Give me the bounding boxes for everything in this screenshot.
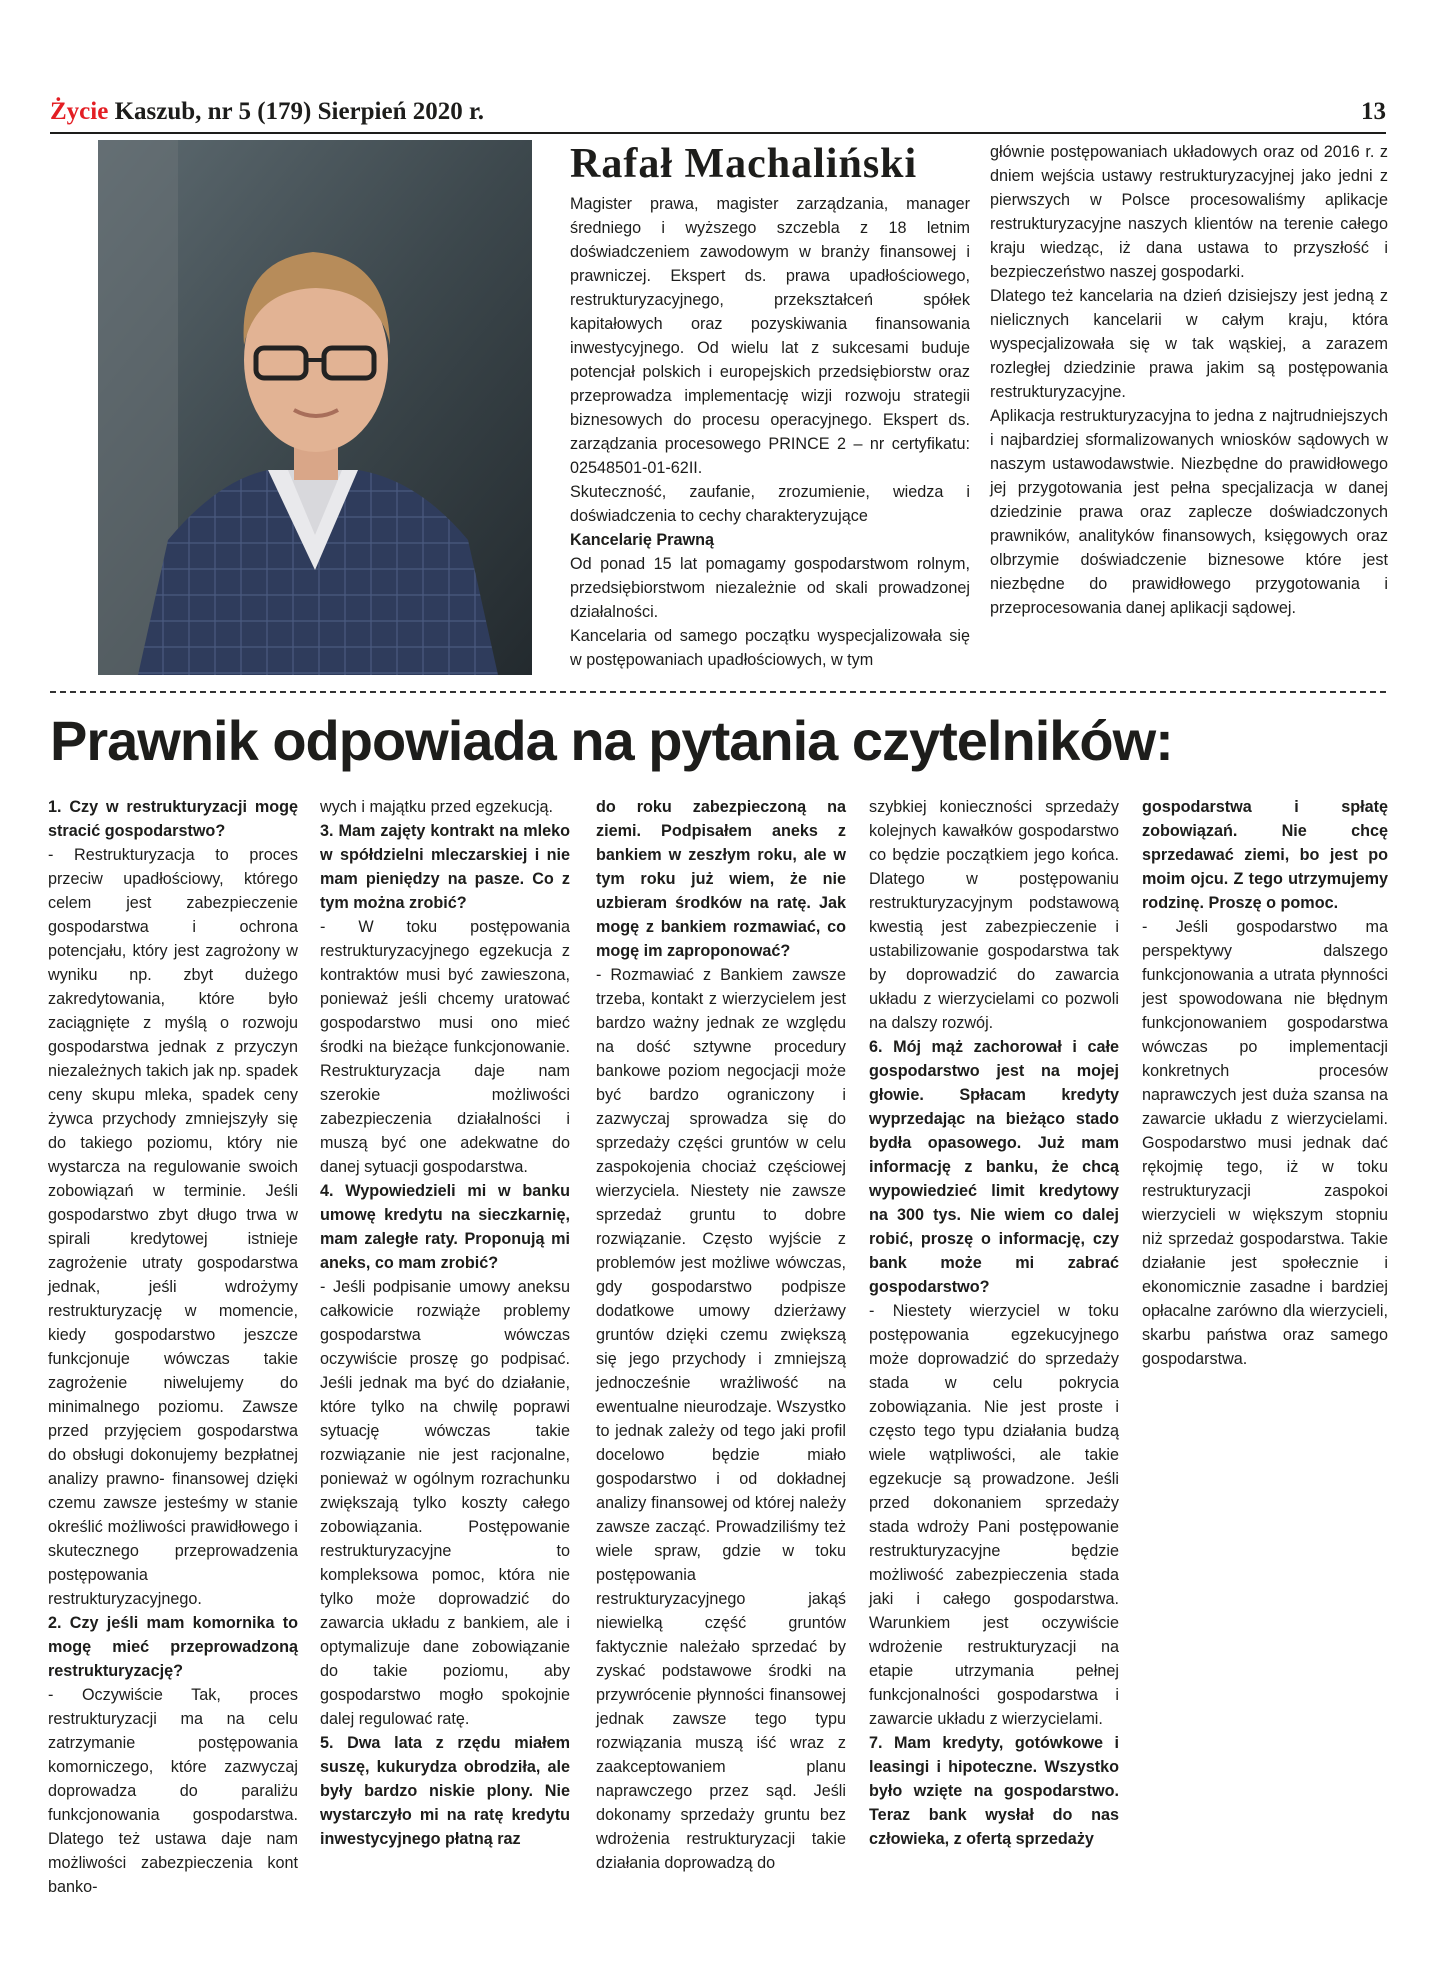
article-column-5 <box>1142 795 1388 1371</box>
brand-name: Życie <box>50 98 109 125</box>
bio-name: Rafał Machaliński <box>570 141 918 187</box>
article-column-3 <box>596 795 846 1875</box>
answer: - Rozmawiać z Bankiem zawsze trzeba, kontakt z wierzycielem jest bardzo ważny jednak ze względu na dość sztywne procedury bankowe poziom negocjacji może być bardzo ograniczony i zazwyczaj sprowadza się do sprzedaży części gruntów w celu zaspokojenia chociaż częściowej wierzyciela. Niestety nie zawsze sprzedaż gruntu to dobre rozwiązanie. Często wyjście z problemów jest możliwe wówczas, gdy gospodarstwo podpisze dodatkowe umowy dzierżawy gruntów dzięki czemu zwiększą się jego przychody i zmniejszą jednocześnie wrażliwość na ewentualne nieurodzaje. Wszystko to jednak zależy od tego jaki profil docelowo będzie miało gospodarstwo i od dokładnej analizy finansowej od której należy zawsze zacząć. Prowadziliśmy też wiele spraw, gdzie w toku postępowania restrukturyzacyjnego jakąś niewielką część gruntów faktycznie należało sprzedać by zyskać podstawowe środki na przywrócenie płynności finansowej jednak zawsze tego typu rozwiązania muszą iść wraz z zaakceptowaniem planu naprawczego przez sąd. Jeśli dokonamy sprzedaży gruntu bez wdrożenia restrukturyzacji takie działania doprowadzą do <box>596 966 846 1872</box>
bio-column-1 <box>570 192 970 672</box>
bio-paragraph: Aplikacja restrukturyzacyjna to jedna z najtrudniejszych i najbardziej sformalizowanych wniosków sądowych w naszym ustawodawstwie. Niezbędne do prawidłowego jej przygotowania jest pełna specjalizacja w danej dziedzinie prawa oraz zaplecze doświadczonych prawników, analityków finansowych, księgowych oraz olbrzymie doświadczenie biznesowe które jest niezbędne do prawidłowego przygotowania i przeprocesowania danej aplikacji sądowej. <box>990 407 1388 617</box>
bio-paragraph: Kancelaria od samego początku wyspecjalizowała się w postępowaniach upadłościowych, w tym <box>570 627 970 669</box>
bio-paragraph: Skuteczność, zaufanie, zrozumienie, wiedza i doświadczenia to cechy charakteryzujące <box>570 483 970 525</box>
headline: Prawnik odpowiada na pytania czytelników: <box>50 709 1173 772</box>
bio-paragraph: Od ponad 15 lat pomagamy gospodarstwom rolnym, przedsiębiorstwom niezależnie od skali prowadzonej działalności. <box>570 555 970 621</box>
answer: szybkiej konieczności sprzedaży kolejnych kawałków gospodarstwo co będzie początkiem jego końca. Dlatego w postępowaniu restrukturyzacyjnym podstawową kwestią jest zabezpieczenie i ustabilizowanie gospodarstwa tak by doprowadzić do zawarcia układu z wierzycielami co pozwoli na dalszy rozwój. <box>869 798 1119 1032</box>
bio-paragraph: Kancelarię Prawną <box>570 531 714 549</box>
question: 6. Mój mąż zachorował i całe gospodarstwo jest na mojej głowie. Spłacam kredyty wyprzedając na bieżąco stado bydła opasowego. Już mam informację z banku, że chcą wypowiedzieć limit kredytowy na 300 tys. Nie wiem co dalej robić, proszę o informację, czy bank może mi zabrać gospodarstwo? <box>869 1038 1119 1296</box>
publication-info: Kaszub, nr 5 (179) Sierpień 2020 r. <box>108 98 485 125</box>
section-divider <box>50 691 1386 693</box>
portrait-photo <box>98 140 532 675</box>
answer: - Oczywiście Tak, proces restrukturyzacji ma na celu zatrzymanie postępowania komorniczego, które zazwyczaj doprowadza do paraliżu funkcjonowania gospodarstwa. Dlatego też ustawa daje nam możliwości zabezpieczenia kont banko- <box>48 1686 298 1896</box>
bio-column-2 <box>990 140 1388 620</box>
question: 3. Mam zajęty kontrakt na mleko w spółdzielni mleczarskiej i nie mam pieniędzy na pasze. Co z tym można zrobić? <box>320 822 570 912</box>
bio-paragraph: Magister prawa, magister zarządzania, manager średniego i wyższego szczebla z 18 letnim doświadczeniem zawodowym w branży finansowej i prawniczej. Ekspert ds. prawa upadłościowego, restrukturyzacyjnego, przekształceń spółek kapitałowych oraz pozyskiwania finansowania inwestycyjnego. Od wielu lat z sukcesami buduje potencjał polskich i europejskich przedsiębiorstw oraz przeprowadza implementację wizji rozwoju strategii biznesowych do procesu operacyjnego. Ekspert ds. zarządzania procesowego PRINCE 2 – nr certyfikatu: 02548501-01-62II. <box>570 195 970 477</box>
article-column-4 <box>869 795 1119 1851</box>
question: 1. Czy w restrukturyzacji mogę stracić gospodarstwo? <box>48 798 298 840</box>
question: 4. Wypowiedzieli mi w banku umowę kredytu na sieczkarnię, mam zaległe raty. Proponują mi aneks, co mam zrobić? <box>320 1182 570 1272</box>
bio-paragraph: Dlatego też kancelaria na dzień dzisiejszy jest jedną z nielicznych kancelarii w całym kraju, która wyspecjalizowała się w tak wąskiej, a zarazem rozległej dziedzinie prawa jakim są postępowania restrukturyzacyjne. <box>990 287 1388 401</box>
answer: wych i majątku przed egzekucją. <box>320 798 554 816</box>
page-number: 13 <box>1361 98 1386 125</box>
question: 2. Czy jeśli mam komornika to mogę mieć przeprowadzoną restrukturyzację? <box>48 1614 298 1680</box>
answer: - Jeśli podpisanie umowy aneksu całkowicie rozwiąże problemy gospodarstwa wówczas oczywiście proszę go podpisać. Jeśli jednak ma być do działanie, które tylko na chwilę poprawi sytuację wówczas takie rozwiązanie nie jest racjonalne, ponieważ w ogólnym rozrachunku zwiększają tylko koszty całego zobowiązania. Postępowanie restrukturyzacyjne to kompleksowa pomoc, która nie tylko może doprowadzić do zawarcia układu z bankiem, ale i optymalizuje dane zobowiązanie do takie poziomu, aby gospodarstwo mogło spokojnie dalej regulować ratę. <box>320 1278 570 1728</box>
answer: - Jeśli gospodarstwo ma perspektywy dalszego funkcjonowania a utrata płynności jest spowodowana nie błędnym funkcjonowaniem gospodarstwa wówczas po implementacji konkretnych procesów naprawczych jest duża szansa na zawarcie układu z wierzycielami. Gospodarstwo musi jednak dać rękojmię tego, iż w toku restrukturyzacji zaspokoi wierzycieli w większym stopniu niż sprzedaż gospodarstwa. Takie działanie jest społecznie i ekonomicznie zasadne i bardziej opłacalne zarówno dla wierzycieli, skarbu państwa oraz samego gospodarstwa. <box>1142 918 1388 1368</box>
answer: - Niestety wierzyciel w toku postępowania egzekucyjnego może doprowadzić do sprzedaży stada w celu pokrycia zobowiązania. Nie jest proste i często tego typu działania budzą wiele wątpliwości, ale takie egzekucje są prowadzone. Jeśli przed dokonaniem sprzedaży stada wdroży Pani postępowanie restrukturyzacyjne będzie możliwość zabezpieczenia stada jaki i całego gospodarstwa. Warunkiem jest oczywiście wdrożenie restrukturyzacji na etapie utrzymania pełnej funkcjonalności gospodarstwa i zawarcie układu z wierzycielami. <box>869 1302 1119 1728</box>
answer: - W toku postępowania restrukturyzacyjnego egzekucja z kontraktów musi być zawieszona, ponieważ jeśli chcemy uratować gospodarstwo musi ono mieć środki na bieżące funkcjonowanie. Restrukturyzacja daje nam szerokie możliwości zabezpieczenia działalności i muszą być one adekwatne do danej sytuacji gospodarstwa. <box>320 918 570 1176</box>
question: 5. Dwa lata z rzędu miałem suszę, kukurydza obrodziła, ale były bardzo niskie plony. Nie wystarczyło mi na ratę kredytu inwestycyjnego płatną raz <box>320 1734 570 1848</box>
bio-paragraph: głównie postępowaniach układowych oraz od 2016 r. z dniem wejścia ustawy restrukturyzacyjnej jako jedni z pierwszych w Polsce procesowaliśmy aplikacje restrukturyzacyjne naszych klientów na terenie całego kraju wiedząc, iż dana ustawa to przyszłość i bezpieczeństwo naszej gospodarki. <box>990 143 1388 281</box>
article-column-1 <box>48 795 298 1899</box>
question: gospodarstwa i spłatę zobowiązań. Nie chcę sprzedawać ziemi, bo jest po moim ojcu. Z tego utrzymujemy rodzinę. Proszę o pomoc. <box>1142 798 1388 912</box>
article-column-2 <box>320 795 570 1851</box>
question: do roku zabezpieczoną na ziemi. Podpisałem aneks z bankiem w zeszłym roku, ale w tym roku już wiem, że nie uzbieram środków na ratę. Jak mogę z bankiem rozmawiać, co mogę im zaproponować? <box>596 798 846 960</box>
portrait-illustration <box>98 140 532 675</box>
question: 7. Mam kredyty, gotówkowe i leasingi i hipoteczne. Wszystko było wzięte na gospodarstwo. Teraz bank wysłał do nas człowieka, z ofertą sprzedaży <box>869 1734 1119 1848</box>
answer: - Restrukturyzacja to proces przeciw upadłościowy, którego celem jest zabezpieczenie gospodarstwa i ochrona potencjału, który jest zagrożony w wyniku np. zbyt dużego zakredytowania, które było zaciągnięte z myślą o rozwoju gospodarstwa jednak z przyczyn niezależnych takich jak np. spadek ceny skupu mleka, spadek ceny żywca przychody zmniejszyły się do takiego poziomu, który nie wystarcza na regulowanie swoich zobowiązań w terminie. Jeśli gospodarstwo zbyt długo trwa w spirali kredytowej istnieje zagrożenie utraty gospodarstwa jednak, jeśli wdrożymy restrukturyzację w momencie, kiedy gospodarstwo jeszcze funkcjonuje wówczas takie zagrożenie niwelujemy do minimalnego poziomu. Zawsze przed przyjęciem gospodarstwa do obsługi dokonujemy bezpłatnej analizy prawno- finansowej dzięki czemu zawsze jesteśmy w stanie określić możliwości prawidłowego i skutecznego przeprowadzenia postępowania restrukturyzacyjnego. <box>48 846 298 1608</box>
header-rule <box>50 132 1386 134</box>
page-header <box>50 98 1386 128</box>
